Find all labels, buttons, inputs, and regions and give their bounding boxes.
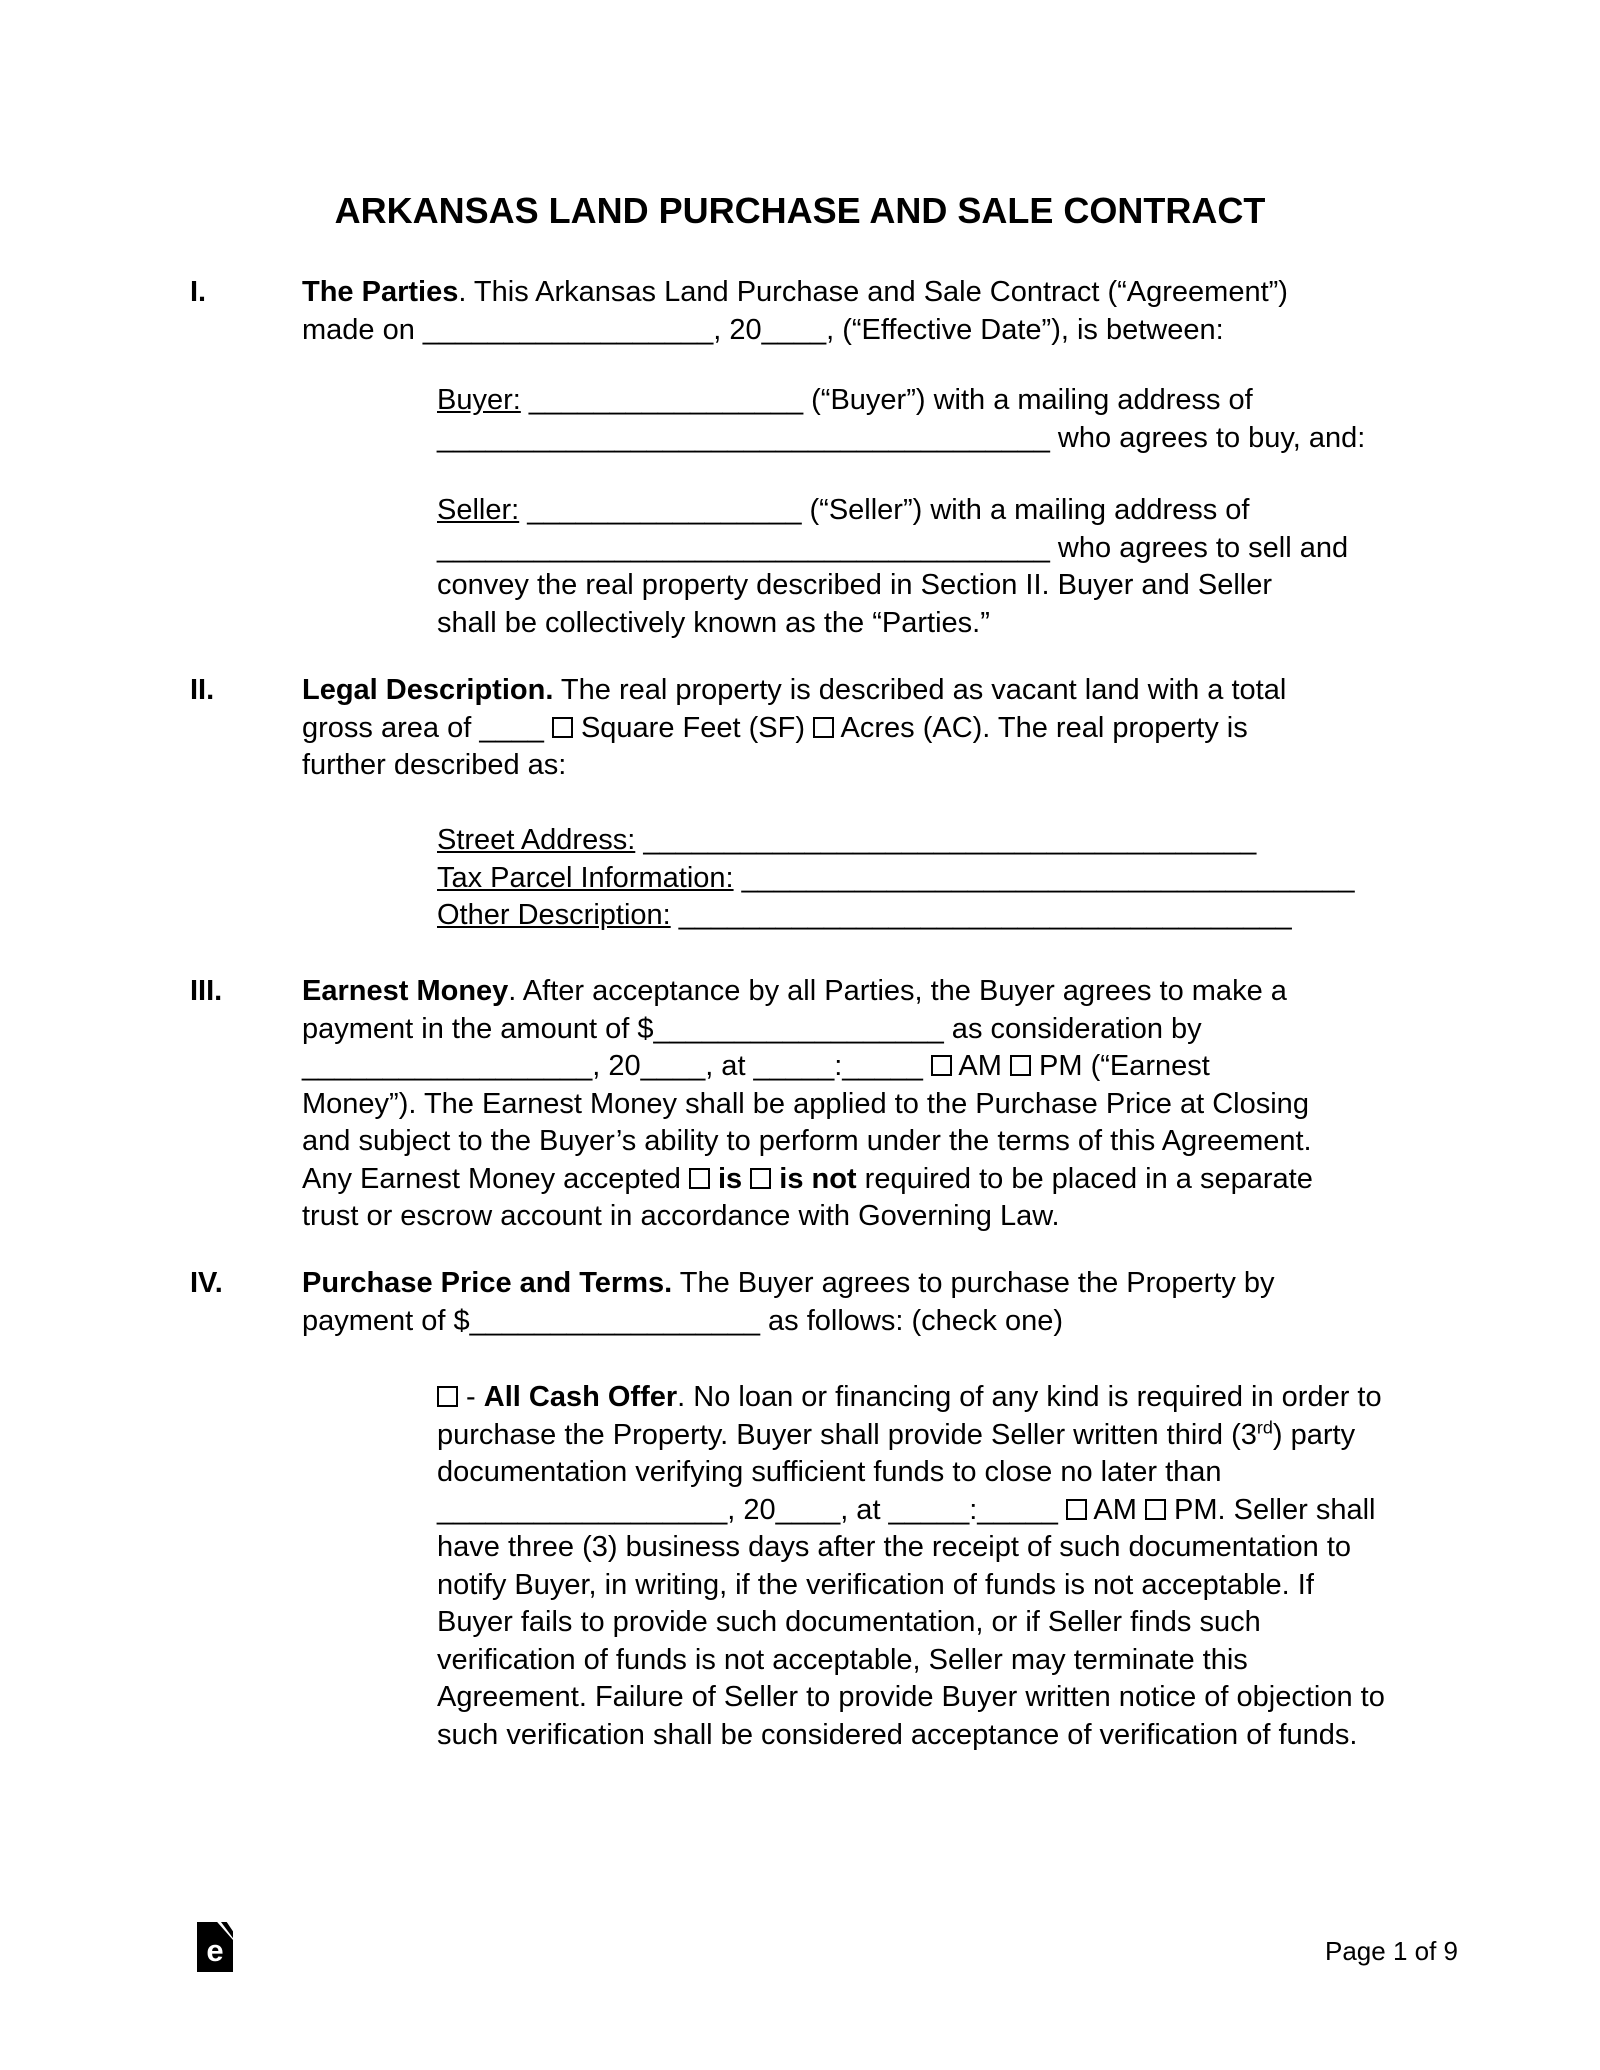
text-line	[437, 1642, 1497, 1680]
is-not-label: is not	[771, 1162, 865, 1195]
text-line	[437, 1492, 1497, 1530]
seller-label: Seller:	[437, 494, 520, 526]
earnest-date-time-blanks: __________________, 20____, at _____:_____	[302, 1050, 931, 1082]
text-line	[302, 312, 1530, 350]
seller-name-blank-line: _________________ (“Seller”) with a mailing address of	[519, 494, 1250, 526]
checkbox-allcash-pm[interactable]	[1145, 1499, 1166, 1520]
text-line	[302, 672, 1530, 710]
text-segment: further described as:	[302, 749, 567, 781]
section-heading-legal-description: Legal Description.	[302, 674, 554, 706]
am-label: AM	[1086, 1493, 1145, 1526]
text-line	[302, 1265, 1530, 1303]
text-line	[437, 1454, 1497, 1492]
text-line	[437, 822, 1497, 860]
tax-parcel-blank: ______________________________________	[733, 861, 1355, 894]
text-line	[302, 973, 1530, 1011]
text-segment: Any Earnest Money accepted	[302, 1162, 689, 1195]
text-segment: Agreement. Failure of Seller to provide Buyer written notice of objection to	[437, 1681, 1385, 1713]
all-cash-offer-label: All Cash Offer	[483, 1381, 678, 1413]
street-address-label: Street Address:	[437, 824, 636, 856]
text-line	[302, 1161, 1530, 1199]
text-segment: . No loan or financing of any kind is required in order to	[677, 1381, 1382, 1413]
square-feet-label: Square Feet (SF)	[572, 711, 814, 744]
section-heading-parties: The Parties	[302, 276, 459, 308]
street-address-blank: ______________________________________	[635, 824, 1257, 856]
text-segment: . After acceptance by all Parties, the Buyer agrees to make a	[508, 975, 1287, 1007]
page-number: Page 1 of 9	[1325, 1936, 1458, 1966]
text-line	[437, 1379, 1497, 1417]
text-segment: -	[458, 1381, 484, 1413]
text-line	[437, 1717, 1497, 1755]
section-earnest-money	[190, 973, 1530, 1236]
seller-block	[437, 492, 1497, 642]
buyer-address-blank-line: ______________________________________ who agrees to buy, and:	[437, 421, 1366, 454]
text-line	[437, 567, 1497, 605]
document-title: ARKANSAS LAND PURCHASE AND SALE CONTRACT	[334, 190, 1266, 231]
pm-label: PM. Seller shall	[1165, 1493, 1376, 1526]
text-line	[437, 420, 1497, 458]
text-segment: purchase the Property. Buyer shall provide Seller written third (3	[437, 1418, 1257, 1451]
text-segment: verification of funds is not acceptable, Seller may terminate this	[437, 1643, 1248, 1676]
text-segment: convey the real property described in Section II. Buyer and Seller	[437, 569, 1273, 601]
text-line	[302, 1086, 1530, 1124]
checkbox-is-not[interactable]	[750, 1168, 771, 1189]
acres-label: Acres (AC). The real property is	[834, 711, 1248, 744]
allcash-date-time-blanks: __________________, 20____, at _____:_____	[437, 1493, 1066, 1526]
text-segment: and subject to the Buyer’s ability to perform under the terms of this Agreement.	[302, 1125, 1312, 1157]
text-segment: shall be collectively known as the “Parties.”	[437, 606, 990, 639]
text-line	[437, 605, 1497, 643]
text-segment: notify Buyer, in writing, if the verification of funds is not acceptable. If	[437, 1568, 1314, 1601]
text-line	[437, 1417, 1497, 1455]
text-line	[437, 860, 1497, 898]
text-line	[437, 897, 1497, 935]
text-segment: have three (3) business days after the receipt of such documentation to	[437, 1531, 1352, 1563]
text-segment: Money”). The Earnest Money shall be applied to the Purchase Price at Closing	[302, 1087, 1309, 1120]
am-label: AM	[951, 1050, 1010, 1082]
section-number-2: II.	[190, 674, 215, 706]
checkbox-square-feet[interactable]	[552, 717, 573, 738]
all-cash-offer-block	[437, 1379, 1497, 1754]
text-line	[437, 530, 1497, 568]
text-segment: ) party	[1272, 1418, 1356, 1451]
buyer-label: Buyer:	[437, 384, 521, 416]
text-segment: required to be placed in a separate	[864, 1162, 1313, 1195]
text-line	[302, 274, 1530, 312]
text-segment: Buyer fails to provide such documentation, or if Seller finds such	[437, 1606, 1261, 1638]
is-label: is	[709, 1162, 751, 1195]
text-line	[437, 1679, 1497, 1717]
section-number-3: III.	[190, 975, 223, 1007]
checkbox-all-cash-offer[interactable]	[437, 1386, 458, 1407]
text-line	[302, 710, 1530, 748]
text-line	[302, 1048, 1530, 1086]
section-legal-description	[190, 672, 1530, 785]
other-description-blank: ______________________________________	[670, 899, 1292, 931]
section-number-1: I.	[190, 276, 207, 308]
text-line	[437, 382, 1497, 420]
text-line	[302, 747, 1530, 785]
other-description-label: Other Description:	[437, 899, 671, 931]
purchase-price-blank-line: payment of $__________________ as follows: (check one)	[302, 1304, 1063, 1337]
text-segment: trust or escrow account in accordance with Governing Law.	[302, 1200, 1060, 1232]
text-segment: such verification shall be considered acceptance of verification of funds.	[437, 1718, 1358, 1751]
logo-letter: e	[206, 1933, 224, 1968]
text-line	[302, 1011, 1530, 1049]
text-line	[302, 1198, 1530, 1236]
section-heading-earnest-money: Earnest Money	[302, 975, 509, 1007]
checkbox-allcash-am[interactable]	[1066, 1499, 1087, 1520]
text-segment: The Buyer agrees to purchase the Property by	[672, 1267, 1275, 1299]
text-segment: documentation verifying sufficient funds to close no later than	[437, 1456, 1222, 1488]
text-line	[437, 1529, 1497, 1567]
effective-date-line: made on __________________, 20____, (“Effective Date”), is between:	[302, 313, 1224, 346]
text-line	[437, 492, 1497, 530]
tax-parcel-label: Tax Parcel Information:	[437, 861, 734, 894]
seller-address-blank-line: ______________________________________ who agrees to sell and	[437, 531, 1349, 564]
earnest-amount-blank-line: payment in the amount of $__________________ as consideration by	[302, 1012, 1202, 1045]
eforms-logo[interactable]	[197, 1922, 233, 1972]
ordinal-suffix: rd	[1256, 1416, 1273, 1437]
gross-area-blank: gross area of ____	[302, 711, 552, 744]
section-heading-purchase-price: Purchase Price and Terms.	[302, 1267, 673, 1299]
text-line	[437, 1604, 1497, 1642]
buyer-name-blank-line: _________________ (“Buyer”) with a mailing address of	[520, 384, 1253, 416]
text-segment: . This Arkansas Land Purchase and Sale Contract (“Agreement”)	[458, 276, 1288, 308]
buyer-block	[437, 382, 1497, 457]
text-segment: The real property is described as vacant land with a total	[553, 674, 1287, 706]
property-description-block	[437, 822, 1497, 935]
checkbox-earnest-pm[interactable]	[1010, 1055, 1031, 1076]
checkbox-is[interactable]	[689, 1168, 710, 1189]
section-number-4: IV.	[190, 1267, 223, 1299]
checkbox-earnest-am[interactable]	[931, 1055, 952, 1076]
pm-label: PM (“Earnest	[1030, 1050, 1210, 1082]
text-line	[437, 1567, 1497, 1605]
section-purchase-price	[190, 1265, 1530, 1340]
checkbox-acres[interactable]	[813, 717, 834, 738]
section-the-parties	[190, 274, 1530, 349]
text-line	[302, 1303, 1530, 1341]
text-line	[302, 1123, 1530, 1161]
